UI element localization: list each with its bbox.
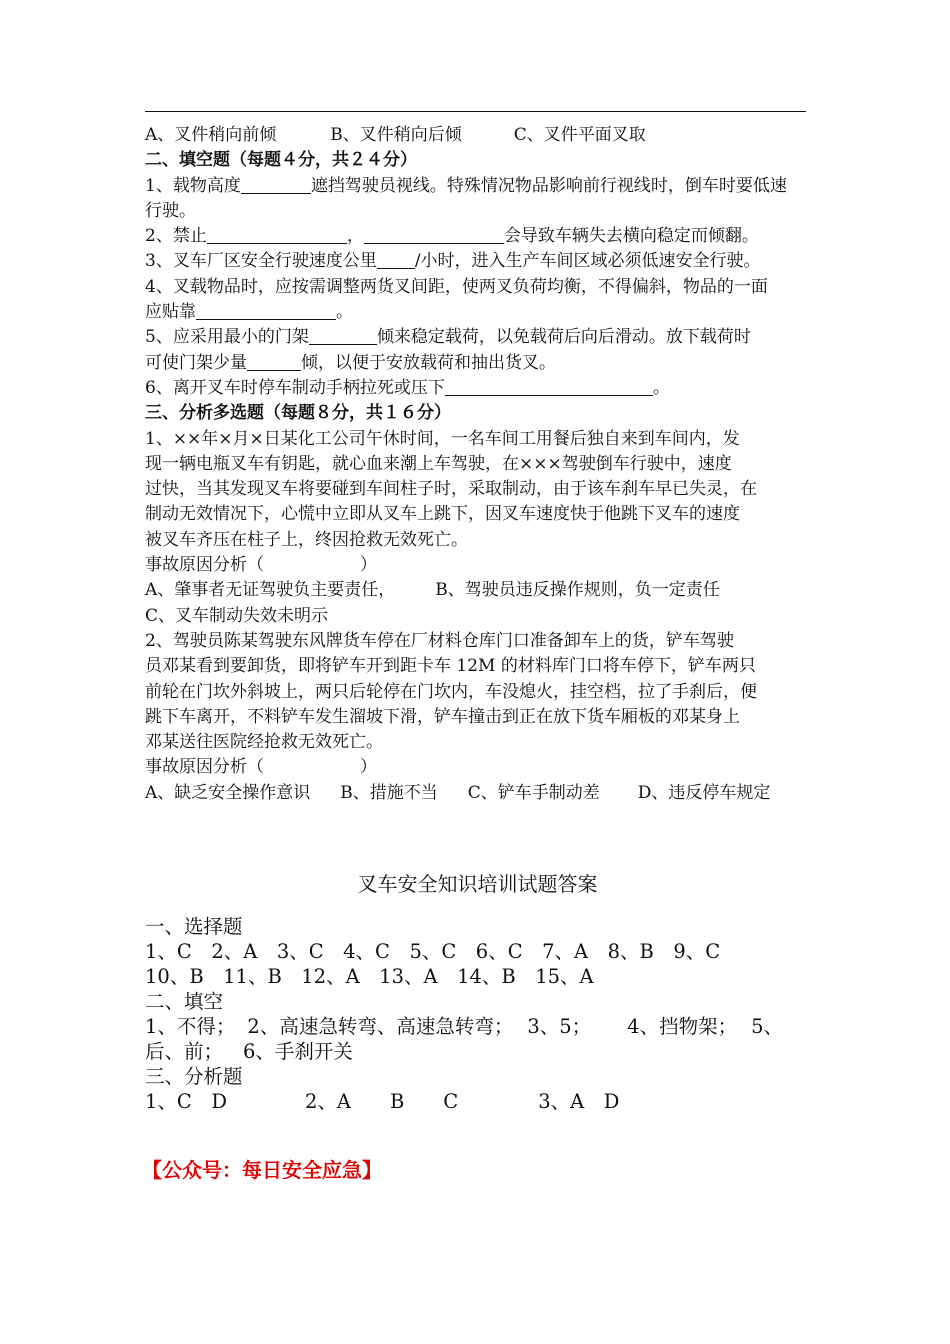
section3-heading: 三、分析多选题（每题８分，共１６分） [145,403,451,424]
document-page [142,123,810,1183]
answer-title: 叉车安全知识培训试题答案 [357,872,598,897]
answer-s2-heading: 二、填空 [145,990,224,1014]
blank[interactable] [207,226,347,244]
fill-q5-cont: 可使门架少量 倾，以便于安放载荷和抽出货叉。 [145,352,556,373]
fill-q6: 6、离开叉车时停车制动手柄拉死或压下 。 [145,377,670,398]
fill-q1: 1、载物高度 遮挡驾驶员视线。特殊情况物品影响前行视线时，倒车时要低速 [145,175,787,196]
blank[interactable] [247,353,301,371]
case2-line: 邓某送往医院经抢救无效死亡。 [145,732,383,753]
answer-s3-heading: 三、分析题 [145,1065,243,1089]
case1-line: 过快，当其发现叉车将要碰到车间柱子时，采取制动，由于该车刹车早已失灵，在 [145,479,757,500]
answer-s3-line: 1、C D 2、A B C 3、A D [145,1090,620,1114]
fill-q4: 4、叉载物品时，应按需调整两货叉间距，使两叉负荷均衡，不得偏斜，物品的一面 [145,276,768,297]
case1-line: 1、××年×月×日某化工公司午休时间，一名车间工用餐后独自来到车间内，发 [145,428,740,449]
case2-options: A、缺乏安全操作意识 B、措施不当 C、铲车手制动差 D、违反停车规定 [145,782,771,803]
fill-q4-cont: 应贴靠 。 [145,302,353,323]
blank[interactable] [364,226,504,244]
case2-line: 员邓某看到要卸货，即将铲车开到距卡车 12M 的材料库门口将车停下，铲车两只 [145,656,756,677]
answer-s1-heading: 一、选择题 [145,915,243,939]
footer-tag: 【公众号：每日安全应急】 [142,1158,382,1183]
top-options: A、叉件稍向前倾 B、叉件稍向后倾 C、叉件平面叉取 [145,125,646,145]
fill-q3: 3、叉车厂区安全行驶速度公里 /小时，进入生产车间区域必须低速安全行驶。 [145,251,761,272]
blank[interactable] [309,327,377,345]
answer-s1-line: 10、B 11、B 12、A 13、A 14、B 15、A [145,965,594,989]
answer-s1-line: 1、C 2、A 3、C 4、C 5、C 6、C 7、A 8、B 9、C [145,940,721,964]
case2-line: 前轮在门坎外斜坡上，两只后轮停在门坎内，车没熄火，挂空档，拉了手刹后，便 [145,681,757,702]
case1-line: 现一辆电瓶叉车有钥匙，就心血来潮上车驾驶，在×××驾驶倒车行驶中，速度 [145,453,732,474]
blank[interactable] [241,176,311,194]
case1-cause: 事故原因分析（ ） [145,555,377,576]
case1-line: 被叉车齐压在柱子上，终因抢救无效死亡。 [145,529,468,550]
fill-q1-cont: 行驶。 [145,200,196,221]
blank[interactable] [377,251,415,269]
blank[interactable] [445,378,653,396]
case2-line: 2、驾驶员陈某驾驶东风牌货车停在厂材料仓库门口准备卸车上的货，铲车驾驶 [145,630,734,651]
answer-s2-line: 后、前； 6、手刹开关 [145,1040,353,1064]
header-rule [145,111,806,112]
fill-q2: 2、禁止 ， 会导致车辆失去横向稳定而倾翻。 [145,226,759,247]
case2-line: 跳下车离开，不料铲车发生溜坡下滑，铲车撞击到正在放下货车厢板的邓某身上 [145,706,740,727]
case1-option-c: C、叉车制动失效未明示 [145,605,329,626]
section2-heading: 二、填空题（每题４分，共２４分） [145,150,417,171]
case1-options: A、肇事者无证驾驶负主要责任， B、驾驶员违反操作规则，负一定责任 [145,580,720,601]
answer-s2-line: 1、不得； 2、高速急转弯、高速急转弯； 3、5； 4、挡物架； 5、 [145,1015,784,1039]
fill-q5: 5、应采用最小的门架 倾来稳定载荷，以免载荷后向后滑动。放下载荷时 [145,327,751,348]
case2-cause: 事故原因分析（ ） [145,757,377,778]
case1-line: 制动无效情况下，心慌中立即从叉车上跳下，因叉车速度快于他跳下叉车的速度 [145,504,740,525]
blank[interactable] [196,302,336,320]
